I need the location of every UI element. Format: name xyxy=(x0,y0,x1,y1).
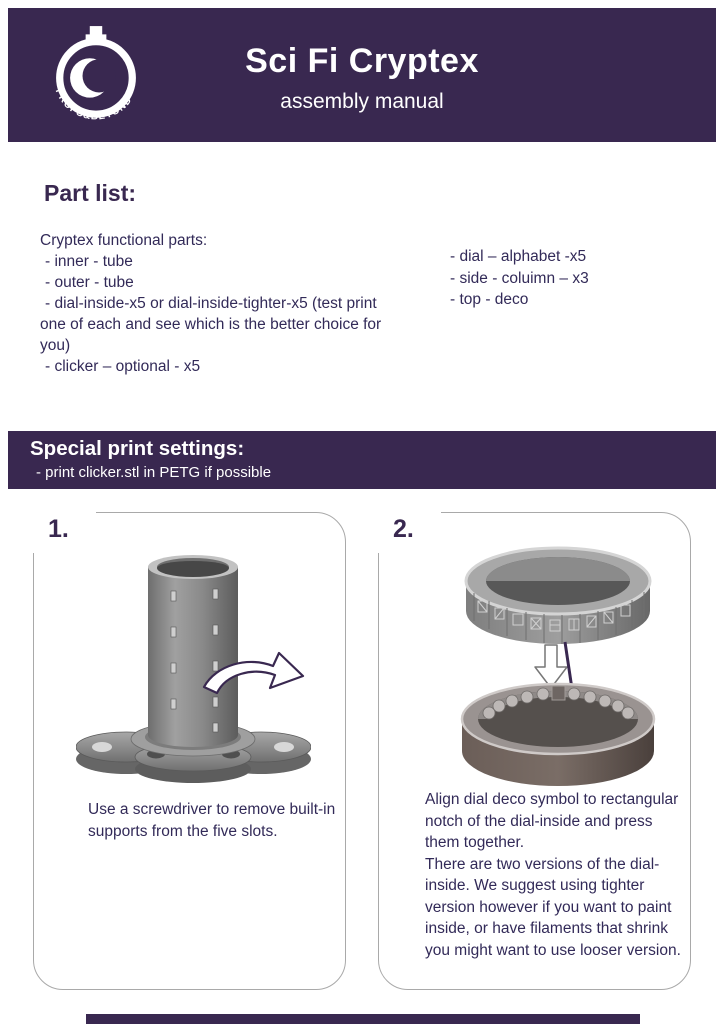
part-list-right-column xyxy=(450,246,690,311)
special-print-settings-item: - print clicker.stl in PETG if possible xyxy=(36,464,272,481)
dial-alphabet-ring xyxy=(466,548,650,644)
step-2-number: 2. xyxy=(393,515,414,543)
logo-text: PROPS&BEYOND xyxy=(52,87,135,123)
part-list-item: - clicker – optional - x5 xyxy=(45,358,201,375)
step-2-caption: Align dial deco symbol to rectangular notch of the dial-inside and press them together. There are two versions of the dial-inside. We suggest using tighter version however if you want to paint inside, or have filaments that shrink you might want to use looser version. xyxy=(425,791,681,959)
step-1-caption: Use a screwdriver to remove built-in supports from the five slots. xyxy=(88,801,336,840)
page-title: Sci Fi Cryptex xyxy=(245,42,479,80)
special-print-settings-banner xyxy=(8,431,716,489)
part-list-item: - side - coluimn – x3 xyxy=(450,269,589,287)
page-subtitle: assembly manual xyxy=(280,90,444,113)
part-list-item: - dial-inside-x5 or dial-inside-tighter-x5 (test print one of each and see which is the better choice for you) xyxy=(40,295,382,354)
part-list-item: - inner - tube xyxy=(45,253,133,270)
part-list-intro: Cryptex functional parts: xyxy=(40,232,208,249)
step-1-number: 1. xyxy=(48,515,69,543)
part-list-left-column xyxy=(40,230,394,377)
dial-inside-ring xyxy=(462,684,654,786)
next-section-banner-edge xyxy=(86,1014,640,1024)
rectangular-notch xyxy=(552,686,565,700)
inner-tube xyxy=(148,555,238,747)
part-list-item: - top - deco xyxy=(450,291,529,308)
step-box-1 xyxy=(33,512,346,990)
part-list-item: - dial – alphabet -x5 xyxy=(450,248,587,265)
part-list-item: - outer - tube xyxy=(45,274,134,291)
part-list-heading: Part list: xyxy=(44,180,137,206)
special-print-settings-heading: Special print settings: xyxy=(30,437,245,460)
step-box-2 xyxy=(378,512,691,990)
down-arrow-icon xyxy=(535,642,572,689)
header-banner xyxy=(8,8,716,142)
step-1-illustration xyxy=(76,535,311,793)
step-2-illustration xyxy=(441,529,676,787)
